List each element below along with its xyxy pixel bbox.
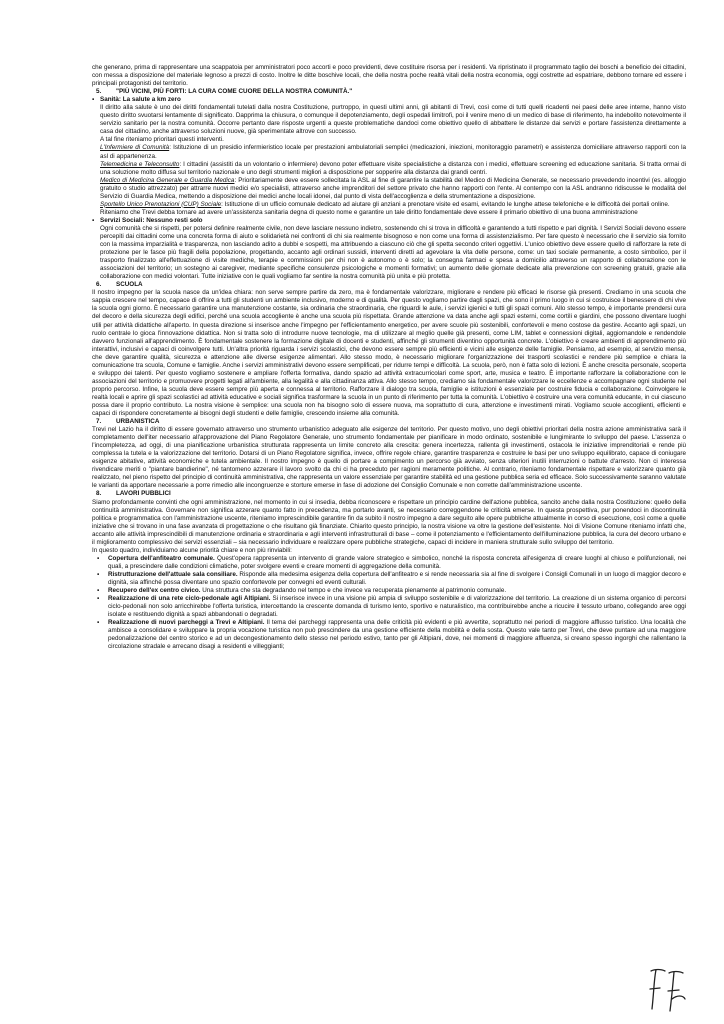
document-body: [92, 64, 686, 651]
list-item-title: Ristrutturazione dell'attuale sala consiliare.: [108, 570, 238, 578]
section-6-title: SCUOLA: [116, 281, 143, 289]
scuola-paragraph: Il nostro impegno per la scuola nasce da un'idea chiara: non serve sempre partire da zero, ma è fondamentale valorizzare, migliorare e rendere più efficaci le risorse già presenti. Crediamo in una scuola che sappia crescere nel tempo, capace di offrire a tutti gli studenti un ambiente inclusivo, moderno e di qualità. Per questo vogliamo partire dagli spazi, che sono il primo luogo in cui si costruisce il benessere di chi vive la scuola ogni giorno. È necessario garantire una manutenzione costante, sia ordinaria che straordinaria, che riguardi le aule, i servizi igienici e tutti gli spazi comuni. Allo stesso tempo, è importante prendersi cura del decoro e della sicurezza degli edifici, perché una scuola accogliente è anche una scuola più rispettata. Grande attenzione va data anche agli spazi esterni, come cortili e giardini, che possono diventare luoghi utili per attività didattiche all'aperto. In questa direzione si inserisce anche l'impegno per l'efficientamento energetico, per avere scuole più sostenibili, confortevoli e meno costose da gestire. Accanto agli spazi, un ruolo centrale lo gioca l'innovazione didattica. Non si tratta solo di introdurre nuove tecnologie, ma di utilizzare al meglio quelle già presenti, come LIM, tablet e connessioni digitali, aggiornandole e rendendole davvero funzionali all'apprendimento. È fondamentale sostenere la formazione digitale di docenti e studenti, affinché gli strumenti diventino opportunità concrete. L'obiettivo è creare ambienti di apprendimento più interattivi, inclusivi e capaci di coinvolgere tutti. Un'altra priorità riguarda i servizi scolastici, che devono essere sempre più efficienti e vicini alle esigenze delle famiglie. Pensiamo, ad esempio, al servizio mensa, che deve garantire qualità, sicurezza e attenzione alle diverse esigenze alimentari. Allo stesso modo, è necessario migliorare l'organizzazione dei trasporti scolastici e rendere più semplice e chiara la comunicazione tra scuola, Comune e famiglie. Anche i servizi amministrativi devono essere semplificati, per ridurre tempi e difficoltà. La scuola, però, non è fatta solo di lezioni. È anche crescita personale, scoperta e sviluppo dei talenti. Per questo vogliamo sostenere e ampliare l'offerta formativa, dando spazio ad attività extracurricolari come sport, arte, musica e teatro. È importante rafforzare la collaborazione con le associazioni del territorio e promuovere progetti legati all'ambiente, alla legalità e alla cittadinanza attiva. Allo stesso tempo, crediamo sia fondamentale valorizzare le eccellenze e accompagnare ogni studente nel proprio percorso. Infine, la scuola deve essere sempre più aperta e connessa al territorio. Rafforzare il dialogo tra scuola, famiglie e istituzioni è essenziale per costruire fiducia e collaborazione. Coinvolgere le realtà locali e aprire gli spazi scolastici ad attività educative e sociali significa trasformare la scuola in un punto di riferimento per tutta la comunità. L'obiettivo è costruire una vera comunità educante, in cui ciascuno possa dare il proprio contributo. La nostra visione è semplice: una scuola non ha bisogno solo di essere nuova, ma soprattutto di cura, attenzione e investimenti mirati. Vogliamo scuole accoglienti, efficienti e capaci di rispondere concretamente ai bisogni degli studenti e delle famiglie, crescendo insieme alla comunità.: [92, 289, 686, 418]
telemedicina-item: [92, 161, 686, 177]
list-item-title: Copertura dell'anfiteatro comunale.: [108, 554, 215, 562]
section-5-number: 5.: [96, 88, 102, 96]
list-item-text: Quest'opera rappresenta un intervento di grande valore strategico e simbolico, nonché la risposta concreta all'esigenza di creare luoghi al chiuso e polifunzionali, nei quali, a prescindere dalle condizioni climatiche, poter svolgere eventi e creare momenti di aggregazione della comunità.: [108, 554, 686, 570]
list-item: [92, 587, 686, 595]
list-item: [92, 619, 686, 651]
infermiere-text: : Istituzione di un presidio infermieristico locale per prestazioni ambulatoriali semplici (medicazioni, iniezioni, monitoraggio parametri) e assistenza domiciliare attraverso rapporti con la asl di appartenenza.: [100, 144, 686, 160]
section-7-title: URBANISTICA: [116, 418, 160, 426]
sanita-paragraph-3: Riteniamo che Trevi debba tornare ad avere un'assistenza sanitaria degna di questo nome e garantire un tale diritto fondamentale deve essere il primario obiettivo di una buona amministrazione: [100, 208, 638, 216]
medico-text: : Prioritariamente deve essere sollecitata la ASL al fine di garantire la stabilità del Medico di Medicina Generale, se necessario prevedendo incentivi (es. alloggio gratuito o studio attrezzato) per attrarre nuovi medici e/o specialisti, attraverso anche imprenditori del settore privato che hanno rapporti con l'ente. Al contempo con la ASL andranno ridiscusse le modalità del Servizio di Guardia Medica, mettendo a disposizione dei medici anche locali idonei, dal punto di vista dell'accoglienza e della strumentazione a disposizione.: [100, 176, 686, 200]
priorities-list: [92, 555, 686, 652]
urbanistica-paragraph: Trevi nel Lazio ha il diritto di essere governato attraverso uno strumento urbanistico adeguato alle esigenze del territorio. Per questo motivo, uno degli obiettivi prioritari della nostra azione amministrativa sarà il completamento dell'iter necessario all'approvazione del Piano Regolatore Generale, uno strumento fondamentale per pianificare in modo ordinato, sostenibile e lungimirante lo sviluppo del paese. L'assenza o l'incompletezza, ad oggi, di una pianificazione urbanistica strutturata rappresenta un limite concreto alla crescita: genera incertezza, rallenta gli investimenti, ostacola le iniziative imprenditoriali e rende più complessa la tutela e la valorizzazione del territorio. Dotarsi di un Piano Regolatore significa, invece, offrire regole chiare, garantire trasparenza e costruire le basi per uno sviluppo equilibrato, capace di coniugare esigenze abitative, attività economiche e tutela ambientale. Il nostro impegno è quello di portare a compimento un percorso già avviato, senza ulteriori inutili interruzioni o battute d'arresto. Non ci interessa rivendicare meriti o "piantare bandierine", né tantomeno azzerare il lavoro svolto da chi ci ha preceduto per ragioni meramente politiche. Al contrario, riteniamo fondamentale rispettare e valorizzare quanto già realizzato, nel pieno rispetto del principio di continuità amministrativa, che rappresenta un valore essenziale per garantire stabilità ed una gestione pubblica seria ed efficace. Solo successivamente saranno valutate le varianti da apportare necessarie a porre rimedio alle incongruenze e storture emerse in fase di adozione del Consiglio Comunale e non corrette dall'amministrazione uscente.: [92, 426, 686, 490]
section-6-number: 6.: [96, 281, 102, 289]
sportello-text: : Istituzione di un ufficio comunale dedicato ad aiutare gli anziani a prenotare visite ed esami, evitando le lunghe attese telefoniche e le difficoltà dei portali online.: [221, 200, 670, 208]
lavori-pubblici-paragraph-2: In questo quadro, individuiamo alcune priorità chiare e non più rinviabili:: [92, 546, 292, 554]
medico-title: Medico di Medicina Generale e Guardia Medica: [100, 176, 235, 184]
servizi-sociali-paragraph: Ogni comunità che si rispetti, per potersi definire realmente civile, non deve lasciare nessuno indietro, sostenendo chi si trova in difficoltà e garantendo a tutti rispetto e pari dignità. I Servizi Sociali devono essere percepiti dai cittadini come una concreta forma di aiuto e solidarietà nei confronti di chi sia realmente bisognoso e non come una forma di assistenzialismo. Per fare questo è necessario che il servizio sia fornito con la massima imparzialità e trasparenza, non lasciando adito a dubbi e sospetti, ma attribuendo a ciascuno ciò che gli spetta secondo criteri oggettivi. L'unico obiettivo deve essere quello di rafforzare la rete di protezione per le fasce più fragili della popolazione, progettando, accanto agli ordinari sussidi, interventi diretti ad agevolare la vita delle persone, come: un taxi sociale permanente, a costo simbolico, per il trasporto finalizzato all'effettuazione di visite mediche, terapie e commissioni per chi non è autonomo o è solo; la consegna farmaci e spesa a domicilio attraverso un rapporto di collaborazione con le associazioni del territorio; un sostegno ai caregiver, mediante specifiche consulenze psicologiche e momenti formativi; un aumento delle giornate dedicate alla prevenzione con screening gratuiti, grazie alla collaborazione con medici volontari. Tutte iniziative con le quali vogliamo far sentire la nostra comunità più unita e più protetta.: [100, 224, 686, 281]
list-item: [92, 555, 686, 571]
handwritten-signature: [645, 965, 691, 1015]
sanita-heading: ▪ Sanità: La salute a km zero: [92, 96, 686, 104]
intro-paragraph: che generano, prima di rappresentare una scappatoia per amministratori poco accorti e poco previdenti, deve costituire risorsa per i residenti. Va ripristinato il programmato taglio dei boschi a beneficio dei cittadini, con messa a disposizione del materiale legnoso a prezzi di costo. Inoltre le ditte boschive locali, che della nostra poche realtà vitali della nostra economia, oggi costrette ad espatriare, debbono tornare ed essere i principali protagonisti del territorio.: [92, 64, 686, 88]
list-item: [92, 571, 686, 587]
sportello-item: [92, 201, 686, 209]
section-8-heading: [92, 490, 686, 498]
infermiere-item: [92, 144, 686, 160]
medico-item: [92, 177, 686, 201]
list-item-text: Si inserisce invece in una visione più ampia di sviluppo sostenibile e di valorizzazione del territorio. La creazione di un sistema organico di percorsi ciclo-pedonali non solo arricchirebbe l'offerta turistica, intercettando la crescente domanda di turismo lento, sportivo e naturalistico, ma contribuirebbe anche a ricucire il tessuto urbano, collegando aree oggi isolate e restituendo dignità a spazi abbandonati o degradati.: [108, 595, 686, 619]
sanita-paragraph-2: A tal fine riteniamo prioritari questi interventi.: [100, 136, 224, 144]
lavori-pubblici-paragraph-1: Siamo profondamente convinti che ogni amministrazione, nel momento in cui si insedia, debba riconoscere e rispettare un principio cardine dell'azione pubblica, sancito anche dalla nostra Costituzione: quello della continuità amministrativa. Governare non significa azzerare quanto fatto in precedenza, ma portarlo avanti, se necessario correggendone le criticità emerse. In questa prospettiva, pur ponendoci in discontinuità politica e programmatica con l'amministrazione uscente, riteniamo imprescindibile garantire fin da subito il nostro impegno a dare seguito alle opere pubbliche attualmente in corso di esecuzione, così come a quelle iniziative che si trovano in una fase avanzata di progettazione o che risultano già finanziate. Chiarito questo principio, la nostra visione va oltre la gestione dell'esistente. Noi di Visione Comune riteniamo infatti che, accanto alle attività imprescindibili di manutenzione ordinaria e straordinaria e agli interventi infrastrutturali di base – come il potenziamento e l'efficientamento dell'illuminazione pubblica, la cura del decoro urbano e il miglioramento complessivo dei servizi essenziali – sia necessario individuare e realizzare opere pubbliche strategiche, capaci di incidere in maniera strutturale sullo sviluppo del territorio.: [92, 498, 686, 546]
list-item-title: Recupero dell'ex centro civico.: [108, 587, 201, 595]
list-item-title: Realizzazione di nuovi parcheggi a Trevi e Altipiani.: [108, 619, 265, 627]
list-item-text: Una struttura che sta degradando nel tempo e che invece va recuperata pienamente al patrimonio comunale.: [200, 587, 507, 595]
telemedicina-title: Telemedicina e Teleconsulto: [100, 160, 180, 168]
sportello-title: Sportello Unico Prenotazioni (CUP) Sociale: [100, 200, 222, 208]
section-5-title: "PIÙ VICINI, PIÙ FORTI: LA CURA COME CUORE DELLA NOSTRA COMUNITÀ.": [116, 88, 353, 96]
servizi-sociali-heading: ▪ Servizi Sociali: Nessuno resti solo: [92, 217, 686, 225]
section-8-number: 8.: [96, 490, 102, 498]
list-item: [92, 595, 686, 619]
telemedicina-text: : I cittadini (assistiti da un volontario o infermiere) devono poter effettuare visite specialistiche a distanza con i medici, effettuare screening ed educazione sanitaria. Si tratta ormai di una soluzione molto diffusa sul territorio nazionale e uno degli strumenti migliori a disposizione per sopperire alla distanza dai grandi centri.: [100, 160, 686, 176]
section-6-heading: [92, 281, 686, 289]
list-item-text: Il tema dei parcheggi rappresenta una delle criticità più evidenti e più avvertite, soprattutto nei periodi di maggiore afflusso turistico. Una località che ambisce a consolidare e sviluppare la propria vocazione turistica non può prescindere da una gestione efficiente della mobilità e della sosta. Questo vale tanto per Trevi, che deve puntare ad una maggiore pedonalizzazione del centro storico e ad un decongestionamento dello stesso nel periodo estivo, tanto per gli Altipiani, dove, nei momenti di maggiore affluenza, si creano spesso ingorghi che rallentano la circolazione stradale e arrecano disagi a residenti e villeggianti;: [108, 619, 687, 651]
sanita-paragraph-1: Il diritto alla salute è uno dei diritti fondamentali tutelati dalla nostra Costituzione, purtroppo, in questi ultimi anni, gli abitanti di Trevi, così come di tutti quelli ricadenti nei paesi delle aree interne, hanno visto questo diritto svuotarsi lentamente di significato. Dapprima la chiusura, o comunque il depotenziamento, degli ospedali limitrofi, poi il venire meno di un medico di base di riferimento, ha indebolito notevolmente il servizio sanitario per la nostra comunità. Occorre pertanto dare risposte urgenti a queste problematiche dandoci come obiettivo quello di abbattere le distanze dai servizi e portare l'assistenza direttamente a casa del cittadino, anche attraverso soluzioni nuove, già sperimentate altrove con successo.: [100, 104, 686, 136]
list-item-title: Realizzazione di una rete ciclo-pedonale agli Altipiani.: [108, 595, 271, 603]
infermiere-title: L'Infermiere di Comunità: [100, 144, 170, 152]
section-5-heading: [92, 88, 686, 96]
section-8-title: LAVORI PUBBLICI: [116, 490, 171, 498]
section-7-number: 7.: [96, 418, 102, 426]
list-item-text: Risponde alla medesima esigenza della copertura dell'anfiteatro e si rende necessaria sia al fine di svolgere i Consigli Comunali in un luogo di maggior decoro e dignità, sia affinché possa diventare uno spazio confortevole per convegni ed eventi culturali.: [108, 570, 686, 586]
section-7-heading: [92, 418, 686, 426]
